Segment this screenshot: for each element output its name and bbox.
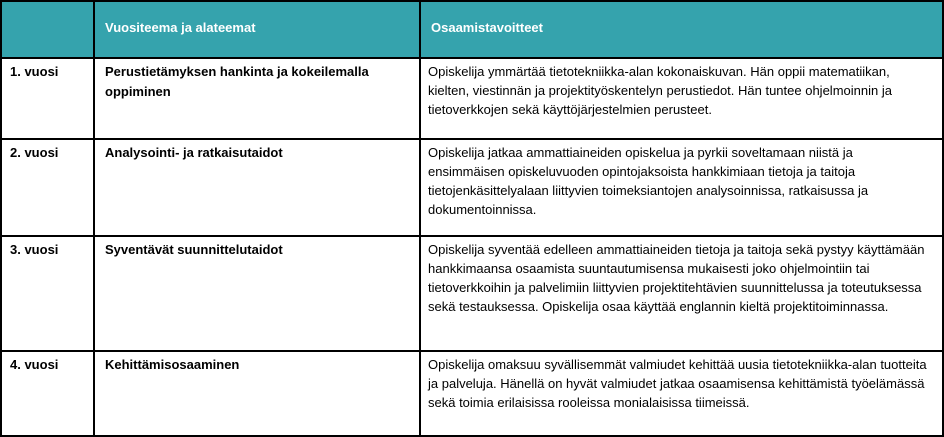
theme-label: Syventävät suunnittelutaidot [94, 236, 420, 351]
year-label: 4. vuosi [1, 351, 94, 436]
table-header-row [1, 1, 943, 58]
objectives-text: Opiskelija jatkaa ammattiaineiden opiskelua ja pyrkii soveltamaan niistä ja ensimmäisen opiskeluvuoden opintojaksoista hankkimiaan tietoja ja taitoja tietojenkäsittelyalaan liittyvien toimeksiantojen analysoinnissa, ratkaisussa ja dokumentoinnissa. [420, 139, 943, 236]
theme-label: Analysointi- ja ratkaisutaidot [94, 139, 420, 236]
year-label: 2. vuosi [1, 139, 94, 236]
table-row-year-4 [1, 351, 943, 436]
year-label: 1. vuosi [1, 58, 94, 139]
header-cell-objectives: Osaamistavoitteet [420, 1, 943, 58]
objectives-text: Opiskelija omaksuu syvällisemmät valmiudet kehittää uusia tietotekniikka-alan tuotteita ja palveluja. Hänellä on hyvät valmiudet jatkaa osaamisensa kehittämistä työelämässä sekä toimia erilaisissa rooleissa monialaisissa tiimeissä. [420, 351, 943, 436]
objectives-text: Opiskelija syventää edelleen ammattiaineiden tietoja ja taitoja sekä pystyy käyttämään hankkimaansa osaamista suuntautumisensa mukaisesti joko ohjelmointiin tai tietoverkkoihin ja palvelimiin liittyvien projektitehtävien suunnittelussa ja toteutuksessa sekä testauksessa. Opiskelija osaa käyttää englannin kieltä projektitoiminnassa. [420, 236, 943, 351]
theme-label: Kehittämisosaaminen [94, 351, 420, 436]
header-cell-theme: Vuositeema ja alateemat [94, 1, 420, 58]
table-row-year-2 [1, 139, 943, 236]
year-label: 3. vuosi [1, 236, 94, 351]
table-row-year-1 [1, 58, 943, 139]
header-cell-year [1, 1, 94, 58]
table-row-year-3 [1, 236, 943, 351]
theme-label: Perustietämyksen hankinta ja kokeilemalla oppiminen [94, 58, 420, 139]
objectives-text: Opiskelija ymmärtää tietotekniikka-alan kokonaiskuvan. Hän oppii matematiikan, kielten, viestinnän ja projektityöskentelyn perustiedot. Hän tuntee ohjelmoinnin ja tietoverkkojen sekä käyttöjärjestelmien perusteet. [420, 58, 943, 139]
